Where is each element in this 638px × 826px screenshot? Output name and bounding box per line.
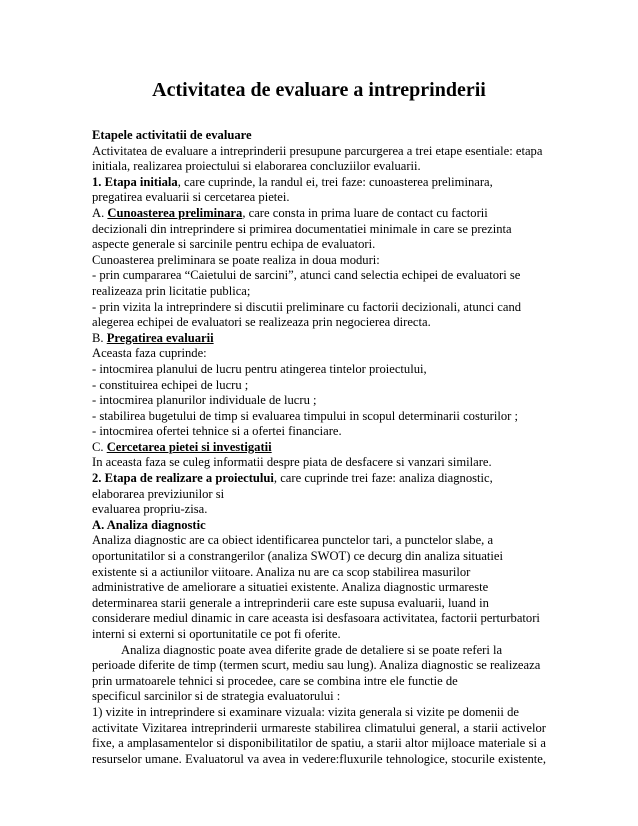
line-text: aspecte generale si sarcinile pentru echipa de evaluatori. — [92, 237, 376, 252]
text-line — [92, 253, 546, 269]
line-prefix: A. — [92, 205, 108, 220]
text-line — [92, 346, 546, 362]
line-text: perioade diferite de timp (termen scurt, mediu sau lung). Analiza diagnostic se realizeaza — [92, 658, 541, 673]
line-text: Analiza diagnostic poate avea diferite grade de detaliere si se poate referi la — [121, 642, 503, 657]
line-text: initiala, realizarea proiectului si elaborarea concluziilor evaluarii. — [92, 159, 421, 174]
line-text: - intocmirea planului de lucru pentru atingerea tintelor proiectului, — [92, 361, 427, 376]
line-text: determinarea starii generale a intreprinderii care este supusa evaluarii, luand in — [92, 595, 489, 610]
line-text: - constituirea echipei de lucru ; — [92, 377, 249, 392]
section-heading: Cunoasterea preliminara — [107, 205, 243, 220]
document-body — [92, 128, 546, 767]
text-line — [92, 549, 546, 565]
line-text: administrative de ameliorare a situatiei existente. Analiza diagnostic urmareste — [92, 580, 489, 595]
text-line — [92, 159, 546, 175]
section-heading: Pregatirea evaluarii — [106, 330, 214, 345]
text-line — [92, 689, 546, 705]
line-text: realizeaza prin licitatie publica; — [92, 283, 251, 298]
line-text: In aceasta faza se culeg informatii despre piata de desfacere si vanzari similare. — [92, 455, 492, 470]
line-text: oportunitatilor si a constrangerilor (analiza SWOT) ce decurg din analiza situatiei — [92, 549, 504, 564]
text-line — [92, 175, 546, 191]
text-line — [92, 393, 546, 409]
line-text: 1) vizite in intreprindere si examinare vizuala: vizita generala si vizite pe domenii de — [92, 704, 519, 719]
bold-text: 1. Etapa initiala — [92, 174, 178, 189]
text-line — [92, 424, 546, 440]
text-line — [92, 533, 546, 549]
text-line — [92, 627, 546, 643]
text-line — [92, 565, 546, 581]
text-line — [92, 315, 546, 331]
line-text: Analiza diagnostic are ca obiect identificarea punctelor tari, a punctelor slabe, a — [92, 533, 494, 548]
line-text: Activitatea de evaluare a intreprinderii presupune parcurgerea a trei etape esentiale: etapa — [92, 143, 543, 158]
text-line — [92, 518, 546, 534]
text-line — [92, 128, 546, 144]
text-line — [92, 409, 546, 425]
bold-text: A. Analiza diagnostic — [92, 517, 206, 532]
line-text: specificul sarcinilor si de strategia evaluatorului : — [92, 689, 341, 704]
line-text: pregatirea evaluarii si cercetarea pietei. — [92, 190, 290, 205]
line-text: evaluarea propriu-zisa. — [92, 502, 208, 517]
line-rest: , care consta in prima luare de contact cu factorii — [242, 205, 488, 220]
text-line — [92, 736, 546, 752]
text-line — [92, 440, 546, 456]
text-line — [92, 268, 546, 284]
line-text: resurselor umane. Evaluatorul va avea in vedere:fluxurile tehnologice, stocurile existente, — [92, 751, 546, 766]
line-text: considerare mediul dinamic in care aceasta isi desfasoara activitatea, factorii perturbatori — [92, 611, 540, 626]
text-line — [92, 206, 546, 222]
line-text: - intocmirea planurilor individuale de lucru ; — [92, 393, 317, 408]
line-text: - intocmirea ofertei tehnice si a ofertei financiare. — [92, 424, 342, 439]
line-prefix: B. — [92, 330, 107, 345]
text-line — [92, 596, 546, 612]
bold-text: 2. Etapa de realizare a proiectului — [92, 471, 274, 486]
line-text: Aceasta faza cuprinde: — [92, 346, 207, 361]
line-rest: , care cuprinde trei faze: analiza diagnostic, — [273, 471, 493, 486]
text-line — [92, 284, 546, 300]
line-text: decizionali din intreprindere si primirea documentatiei minimale in care se prezinta — [92, 221, 512, 236]
line-text: - stabilirea bugetului de timp si evaluarea timpului in scopul determinarii costurilor ; — [92, 408, 518, 423]
text-line — [92, 721, 546, 737]
text-line — [92, 331, 546, 347]
line-text: alegerea echipei de evaluatori se realizeaza prin negocierea directa. — [92, 315, 431, 330]
text-line — [92, 580, 546, 596]
text-line — [92, 752, 546, 768]
text-line — [92, 455, 546, 471]
text-line — [92, 362, 546, 378]
text-line — [92, 502, 546, 518]
line-text: Cunoasterea preliminara se poate realiza in doua moduri: — [92, 252, 380, 267]
line-text: - prin cumpararea “Caietului de sarcini”, atunci cand selectia echipei de evaluatori se — [92, 268, 521, 283]
text-line — [92, 471, 546, 487]
line-text: - prin vizita la intreprindere si discutii preliminare cu factorii decizionali, atunci cand — [92, 299, 522, 314]
document-title: Activitatea de evaluare a intreprinderii — [152, 79, 486, 101]
section-heading: Cercetarea pietei si investigatii — [106, 439, 272, 454]
text-line — [92, 300, 546, 316]
text-line — [92, 705, 546, 721]
line-text: fixe, a amplasamentelor si disponibilitatilor de spatiu, a starii altor mijloace materiale si a — [92, 736, 546, 751]
line-text: interni si externi si oportunitatile ce pot fi oferite. — [92, 627, 341, 641]
line-text: existente si a actiunilor viitoare. Analiza nu are ca scop stabilirea masurilor — [92, 564, 471, 579]
line-prefix: C. — [92, 439, 107, 454]
text-line — [92, 674, 546, 690]
text-line — [92, 643, 546, 659]
text-line — [92, 378, 546, 394]
line-text: elaborarea previziunilor si — [92, 486, 225, 501]
text-line — [92, 487, 546, 503]
text-line — [92, 222, 546, 238]
bold-text: Etapele activitatii de evaluare — [92, 128, 252, 142]
line-rest: , care cuprinde, la randul ei, trei faze: cunoasterea preliminara, — [177, 174, 493, 189]
text-line — [92, 237, 546, 253]
text-line — [92, 611, 546, 627]
text-line — [92, 144, 546, 160]
text-line — [92, 190, 546, 206]
text-line — [92, 658, 546, 674]
line-text: prin urmatoarele tehnici si procedee, care se combina intre ele functie de — [92, 673, 458, 688]
line-text: activitate Vizitarea intreprinderii urmareste stabilirea climatului general, a starii activelor — [92, 720, 546, 735]
